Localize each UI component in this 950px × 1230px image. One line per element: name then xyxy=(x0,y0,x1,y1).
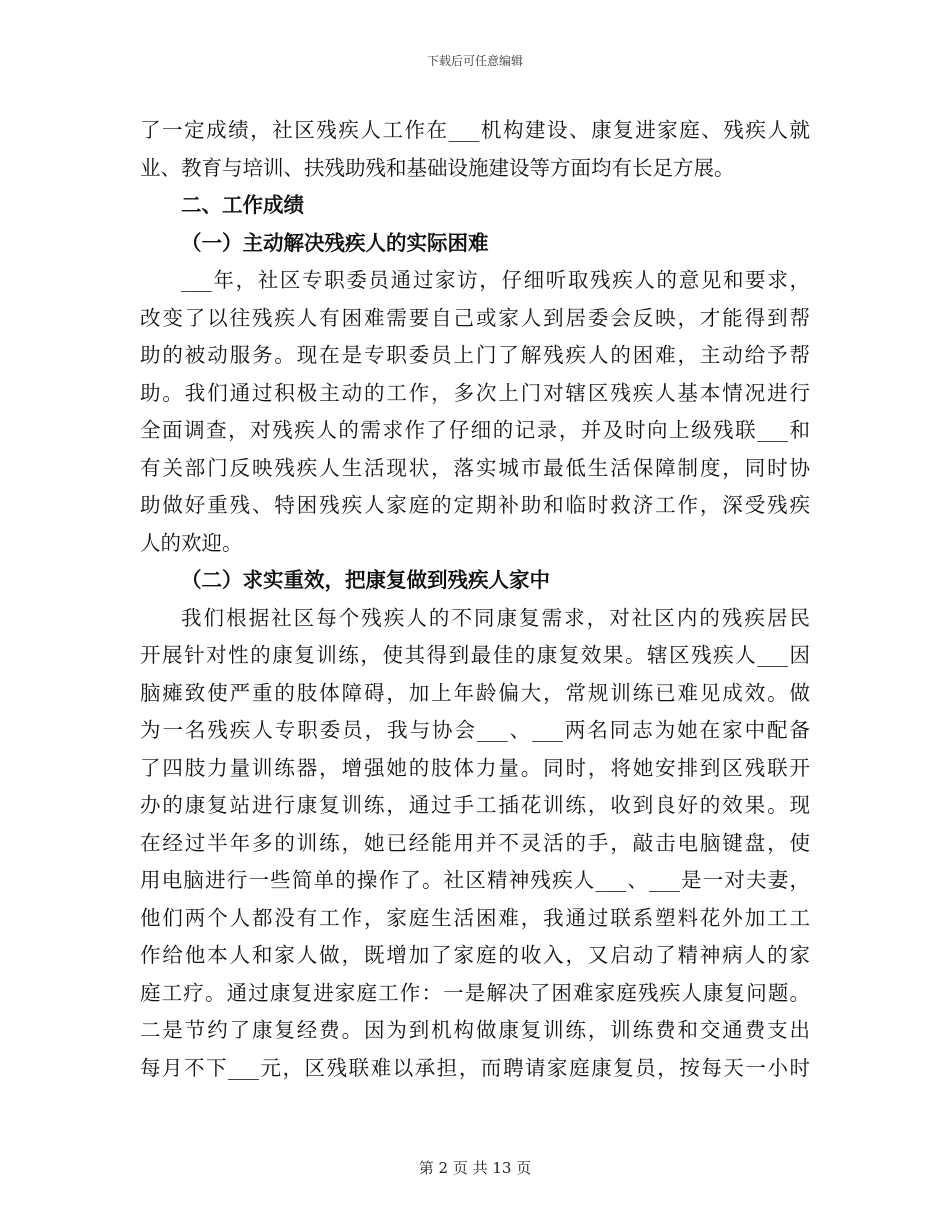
body-line: 了一定成绩，社区残疾人工作在___机构建设、康复进家庭、残疾人就 xyxy=(140,118,810,142)
body-line: 助。我们通过积极主动的工作，多次上门对辖区残疾人基本情况进行 xyxy=(140,380,810,405)
page-header: 下载后可任意编辑 xyxy=(426,54,523,68)
section-heading: 二、工作成绩 xyxy=(181,193,304,217)
body-line: 每月不下___元，区残联难以承担，而聘请家庭康复员，按每天一小时 xyxy=(140,1055,810,1080)
subsection-heading: （一）主动解决残疾人的实际困难 xyxy=(181,230,489,255)
body-line: ___年，社区专职委员通过家访，仔细听取残疾人的意见和要求， xyxy=(181,268,810,292)
body-line: 脑瘫致使严重的肢体障碍，加上年龄偏大，常规训练已难见成效。做 xyxy=(140,680,810,705)
body-line: 为一名残疾人专职委员，我与协会___、___两名同志为她在家中配备 xyxy=(140,718,810,742)
body-line: 我们根据社区每个残疾人的不同康复需求，对社区内的残疾居民 xyxy=(181,605,810,630)
body-line: 业、教育与培训、扶残助残和基础设施建设等方面均有长足方展。 xyxy=(140,155,735,180)
body-line: 开展针对性的康复训练，使其得到最佳的康复效果。辖区残疾人___因 xyxy=(140,643,810,667)
body-line: 人的欢迎。 xyxy=(140,530,243,555)
body-line: 有关部门反映残疾人生活现状，落实城市最低生活保障制度，同时协 xyxy=(140,455,810,480)
body-line: 改变了以往残疾人有困难需要自己或家人到居委会反映，才能得到帮 xyxy=(140,305,810,330)
body-line: 全面调查，对残疾人的需求作了仔细的记录，并及时向上级残联___和 xyxy=(140,418,810,442)
body-line: 作给他本人和家人做，既增加了家庭的收入，又启动了精神病人的家 xyxy=(140,943,810,967)
body-line: 办的康复站进行康复训练，通过手工插花训练，收到良好的效果。现 xyxy=(140,793,810,817)
document-body xyxy=(140,112,810,1087)
page-footer: 第 2 页 共 13 页 xyxy=(418,1159,532,1177)
body-line: 二是节约了康复经费。因为到机构做康复训练，训练费和交通费支出 xyxy=(140,1018,810,1042)
subsection-heading: （二）求实重效，把康复做到残疾人家中 xyxy=(181,568,550,592)
body-line: 在经过半年多的训练，她已经能用并不灵活的手，敲击电脑键盘，使 xyxy=(140,830,810,855)
body-line: 助的被动服务。现在是专职委员上门了解残疾人的困难，主动给予帮 xyxy=(140,343,810,367)
body-line: 助做好重残、特困残疾人家庭的定期补助和临时救济工作，深受残疾 xyxy=(140,493,810,517)
body-line: 用电脑进行一些简单的操作了。社区精神残疾人___、___是一对夫妻， xyxy=(140,868,810,892)
body-line: 他们两个人都没有工作，家庭生活困难，我通过联系塑料花外加工工 xyxy=(140,905,810,930)
body-line: 了四肢力量训练器，增强她的肢体力量。同时，将她安排到区残联开 xyxy=(140,755,810,780)
body-line: 庭工疗。通过康复进家庭工作：一是解决了困难家庭残疾人康复问题。 xyxy=(140,980,810,1005)
